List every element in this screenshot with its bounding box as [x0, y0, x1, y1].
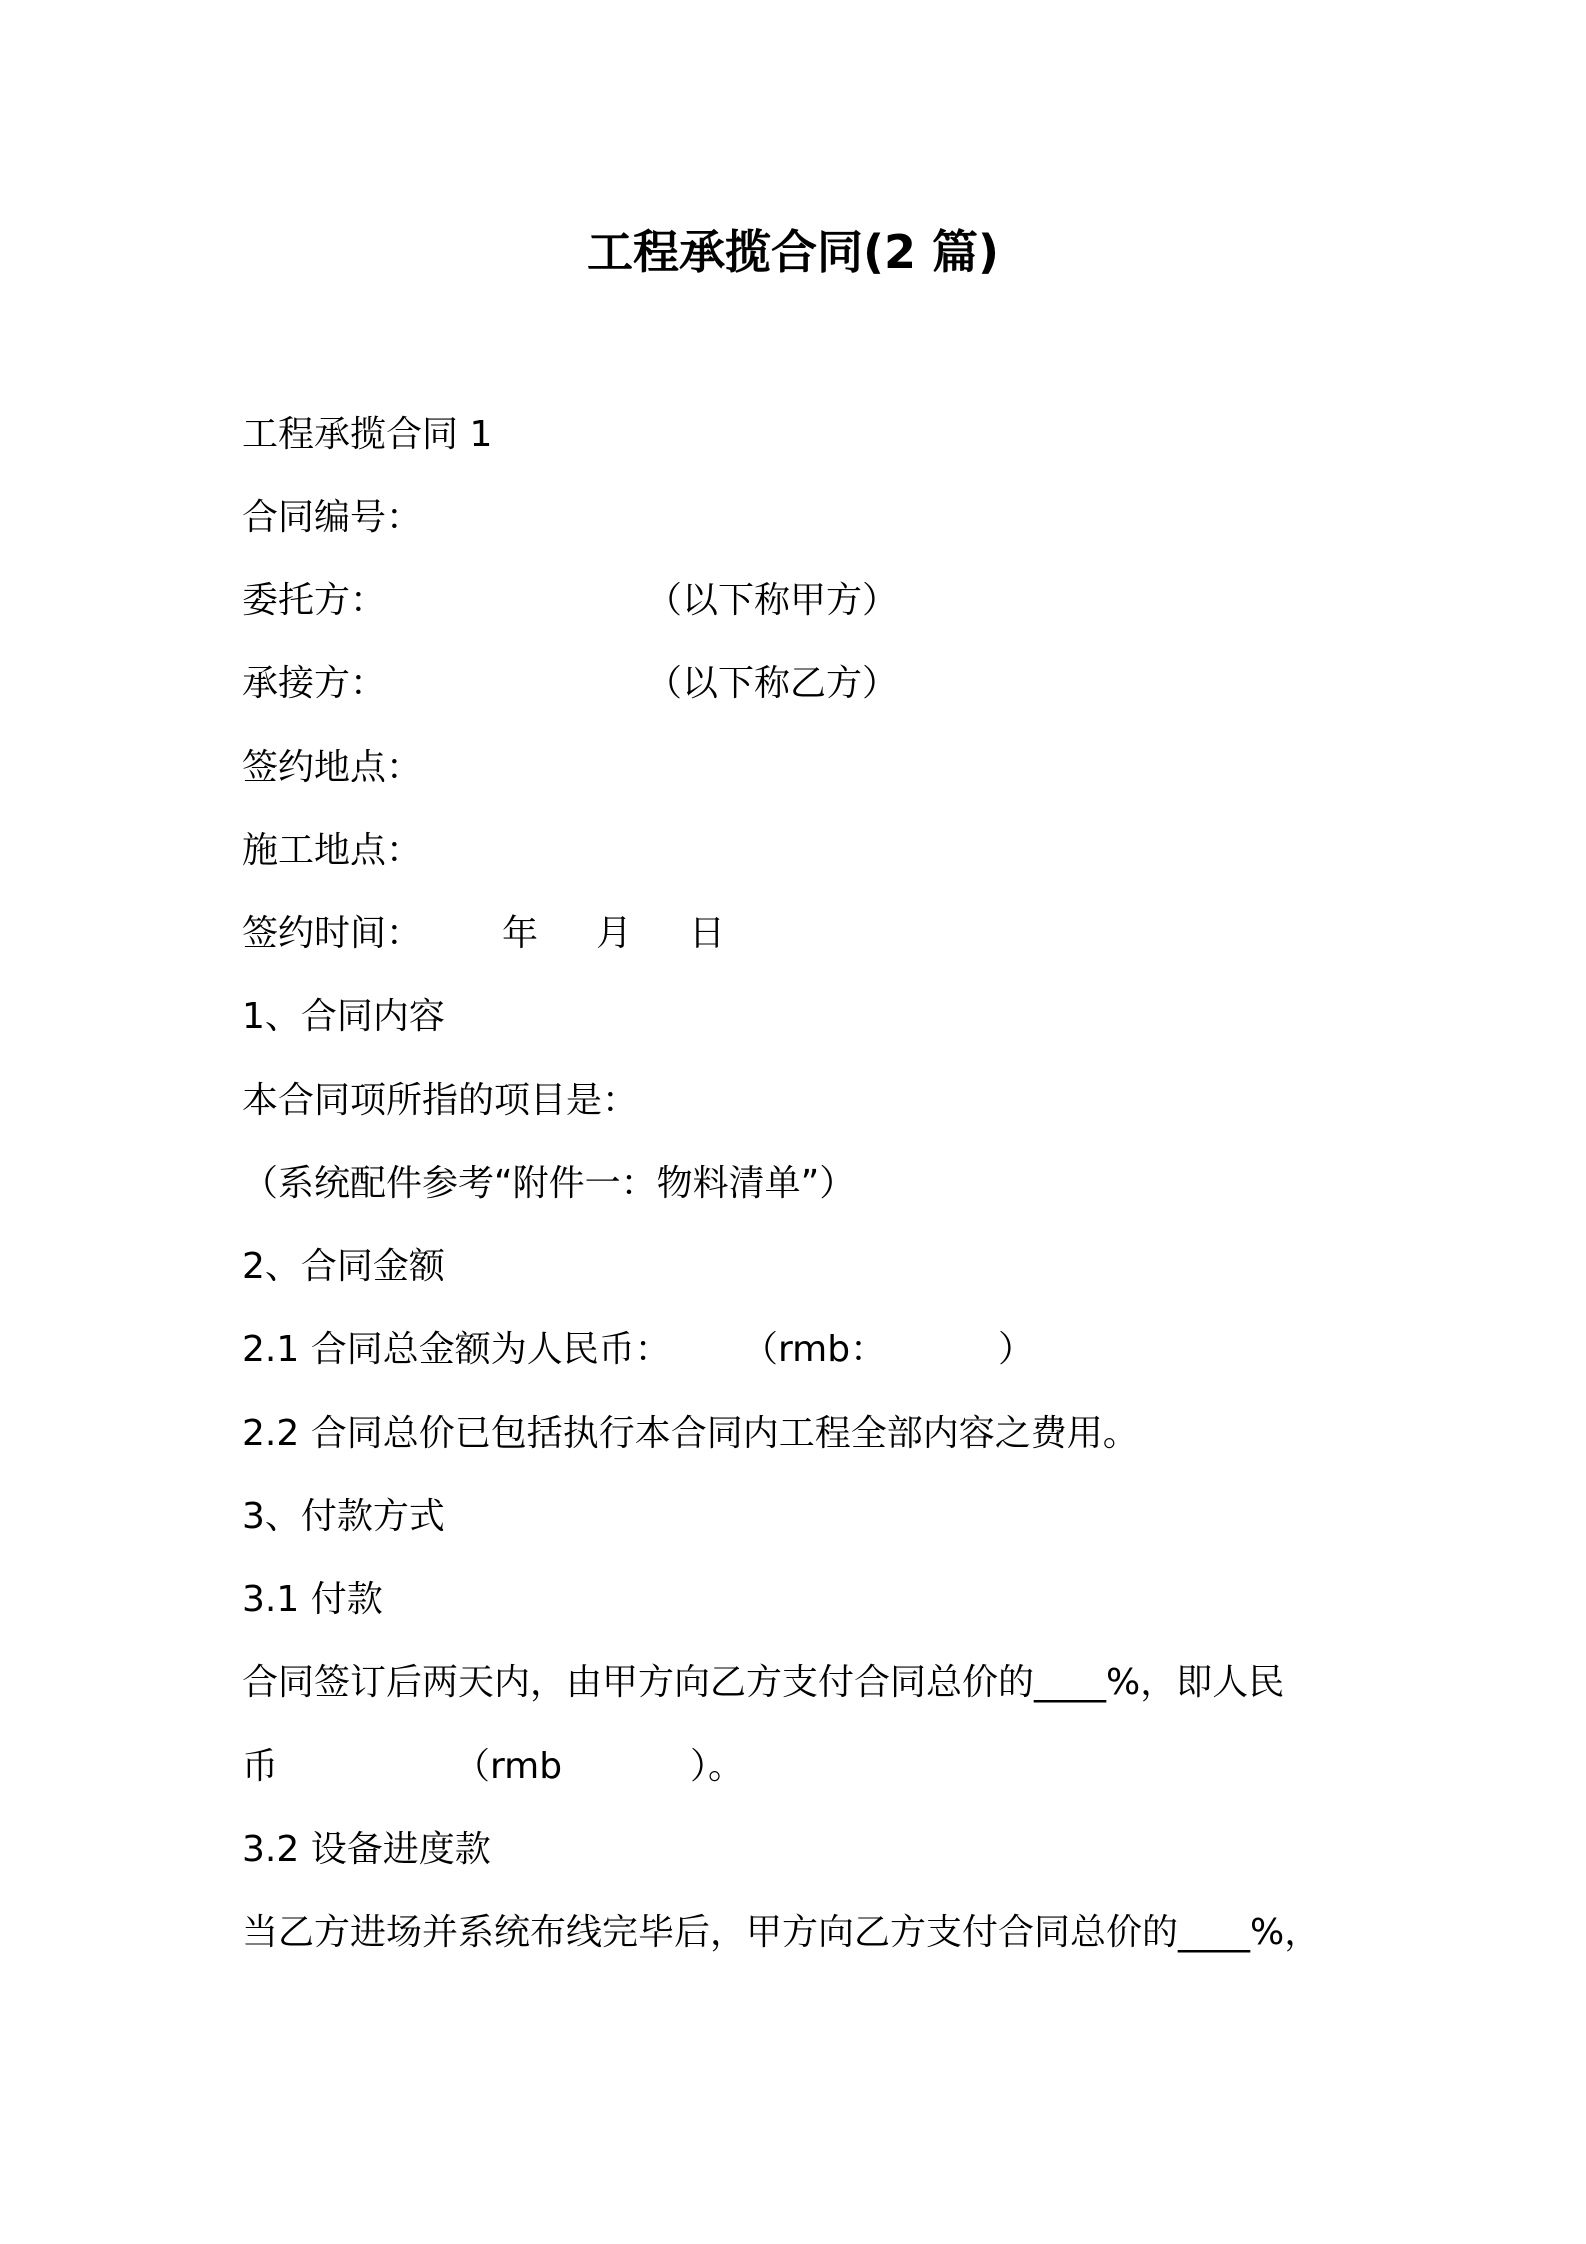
- document-title: 工程承揽合同(2 篇): [586, 225, 1000, 279]
- contractor-note: （以下称乙方）: [646, 663, 899, 704]
- clause3-sub2-text-line1: 当乙方进场并系统布线完毕后，甲方向乙方支付合同总价的____%，: [242, 1912, 1321, 1953]
- clause1-heading: 1、合同内容: [242, 996, 445, 1037]
- section-title: 工程承揽合同 1: [242, 414, 493, 455]
- clause2-item2: 2.2 合同总价已包括执行本合同内工程全部内容之费用。: [242, 1413, 1139, 1454]
- clause3-sub1: 3.1 付款: [242, 1579, 383, 1620]
- contractor-line: [242, 659, 899, 709]
- clause3-sub1-close: ）。: [690, 1746, 745, 1787]
- clause2-heading: 2、合同金额: [242, 1246, 445, 1287]
- client-label: 委托方：: [242, 580, 387, 621]
- clause1-item: 本合同项所指的项目是：: [242, 1080, 639, 1121]
- clause2-item1-rmb: （rmb：: [742, 1329, 887, 1370]
- clause3-sub1-currency: 币: [242, 1746, 279, 1787]
- clause3-sub2: 3.2 设备进度款: [242, 1829, 491, 1870]
- clause3-heading: 3、付款方式: [242, 1496, 445, 1537]
- clause3-sub1-rmb: （rmb: [454, 1746, 563, 1787]
- clause1-note: （系统配件参考“附件一：物料清单”）: [242, 1163, 856, 1204]
- contract-number-label: 合同编号：: [242, 497, 423, 538]
- signing-month: 月: [596, 913, 633, 954]
- client-line: [242, 576, 899, 626]
- construction-site-label: 施工地点：: [242, 830, 423, 871]
- clause2-item1-line: [242, 1325, 1035, 1375]
- signing-day: 日: [689, 913, 726, 954]
- clause2-item1-close: ）: [998, 1329, 1035, 1370]
- signing-year: 年: [502, 913, 539, 954]
- clause2-item1-text: 2.1 合同总金额为人民币：: [242, 1329, 671, 1370]
- signing-time-label: 签约时间：: [242, 913, 423, 954]
- clause3-sub1-text-line2: [242, 1742, 745, 1792]
- client-note: （以下称甲方）: [646, 580, 899, 621]
- signing-time-line: [242, 909, 726, 959]
- clause3-sub1-text-line1: 合同签订后两天内，由甲方向乙方支付合同总价的____%，即人民: [242, 1662, 1285, 1703]
- contractor-label: 承接方：: [242, 663, 387, 704]
- signing-place-label: 签约地点：: [242, 747, 423, 788]
